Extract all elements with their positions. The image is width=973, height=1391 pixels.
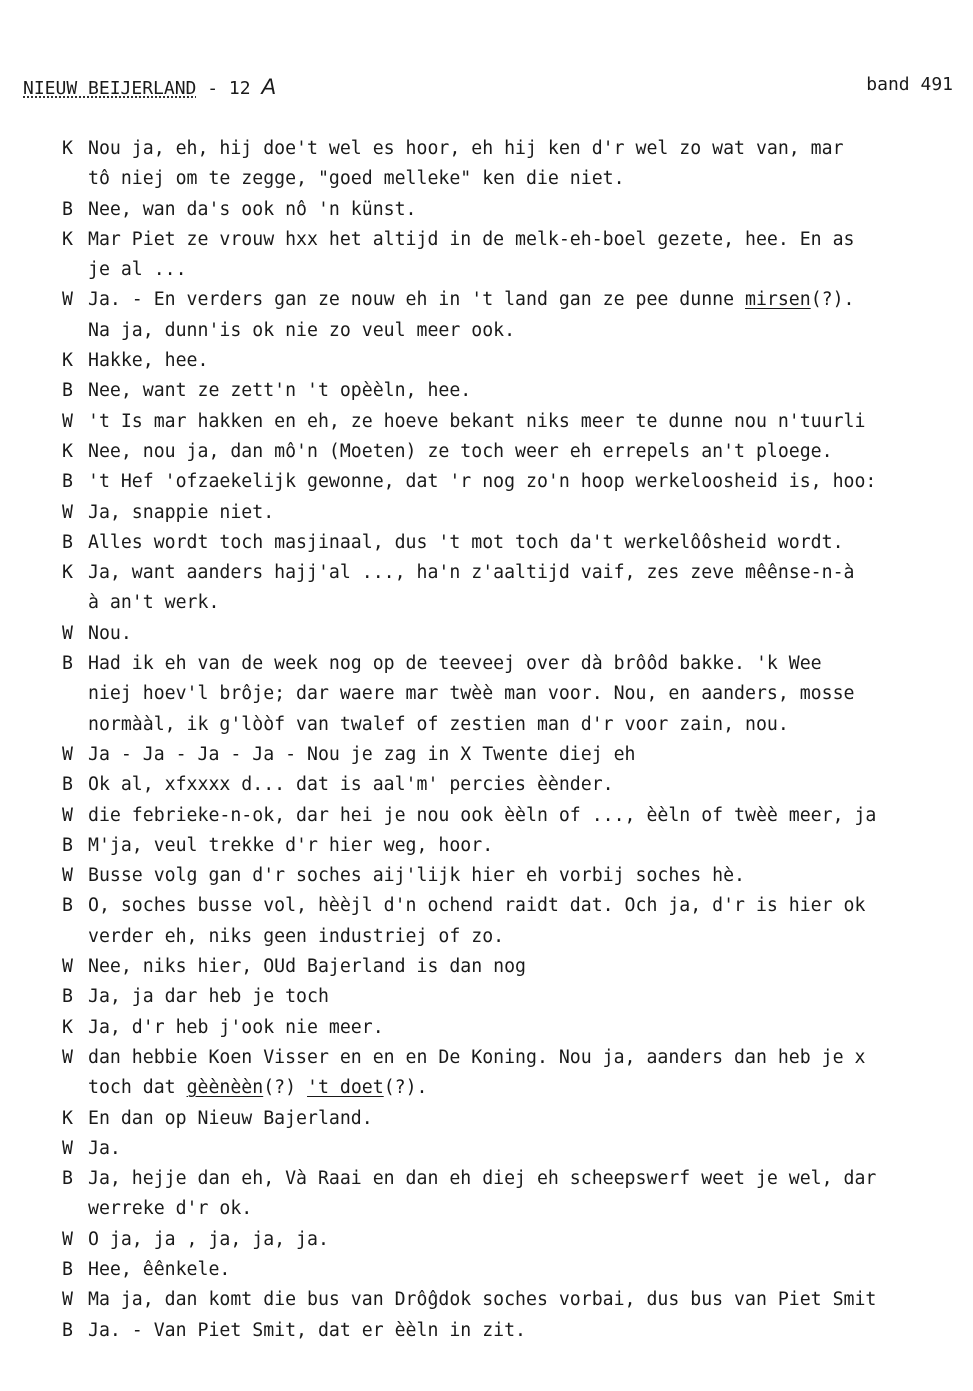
speaker-label: B bbox=[62, 986, 73, 1008]
utterance-text bbox=[88, 558, 855, 588]
utterance-text bbox=[88, 1194, 252, 1224]
speaker-label: W bbox=[62, 1137, 73, 1159]
transcript-line bbox=[62, 1255, 973, 1285]
speaker-label: B bbox=[62, 471, 73, 493]
speaker-label: B bbox=[62, 895, 73, 917]
speaker-label: W bbox=[62, 501, 73, 523]
text-segment: O ja, ja , ja, ja, ja. bbox=[88, 1228, 329, 1250]
transcript-line bbox=[62, 982, 973, 1012]
speaker-label: W bbox=[62, 743, 73, 765]
text-segment: Ja, snappie niet. bbox=[88, 501, 275, 523]
utterance-text bbox=[88, 1316, 526, 1346]
transcript-line bbox=[62, 679, 973, 709]
transcript-line bbox=[62, 649, 973, 679]
utterance-text bbox=[88, 376, 471, 406]
utterance-text bbox=[88, 1134, 121, 1164]
page-separator: - 12 bbox=[196, 78, 262, 99]
speaker-label: W bbox=[62, 1228, 73, 1250]
transcript-line bbox=[62, 922, 973, 952]
header-left bbox=[23, 74, 276, 100]
text-segment: Ja. bbox=[88, 1137, 121, 1159]
utterance-text bbox=[88, 891, 865, 921]
transcript-line bbox=[62, 891, 973, 921]
utterance-text bbox=[88, 195, 417, 225]
text-segment: Nou ja, eh, hij doe't wel es hoor, eh hij ken d'r wel zo wat van, mar bbox=[88, 138, 844, 159]
text-segment: Hee, êênkele. bbox=[88, 1258, 231, 1280]
transcript-line bbox=[62, 376, 973, 406]
text-segment: Mar Piet ze vrouw hxx het altijd in de melk-eh-boel gezete, hee. En as bbox=[88, 228, 855, 250]
transcript-line bbox=[62, 1285, 973, 1315]
utterance-text bbox=[88, 498, 274, 528]
speaker-label: B bbox=[62, 531, 73, 553]
text-segment: niej hoev'l brôje; dar waere mar twèè man voor. Nou, en aanders, mosse bbox=[88, 683, 855, 705]
transcript-line bbox=[62, 467, 973, 497]
utterance-text bbox=[88, 861, 745, 891]
utterance-text bbox=[88, 679, 855, 709]
transcript-line bbox=[62, 346, 973, 376]
text-segment: Ja, ja dar heb je toch bbox=[88, 986, 329, 1008]
utterance-text bbox=[88, 831, 493, 861]
speaker-label: K bbox=[62, 1107, 73, 1129]
text-segment: Ok al, xfxxxx d... dat is aal'm' percies èènder. bbox=[88, 774, 614, 796]
transcript-line bbox=[62, 1134, 973, 1164]
document-title: NIEUW BEIJERLAND bbox=[23, 78, 197, 99]
text-segment: Nee, want ze zett'n 't opèèln, hee. bbox=[88, 380, 472, 402]
text-segment: die febrieke-n-ok, dar hei je nou ook èèln of ..., èèln of twèè meer, ja bbox=[88, 804, 877, 826]
speaker-label: W bbox=[62, 622, 73, 644]
speaker-label: W bbox=[62, 804, 73, 826]
utterance-text bbox=[88, 982, 329, 1012]
transcript-line bbox=[62, 770, 973, 800]
transcript-line bbox=[62, 528, 973, 558]
underlined-word: 't doet bbox=[307, 1077, 384, 1099]
transcript-line bbox=[62, 1316, 973, 1346]
text-segment: Nee, nou ja, dan mô'n (Moeten) ze toch weer eh errepels an't ploege. bbox=[88, 440, 833, 462]
utterance-text bbox=[88, 770, 614, 800]
text-segment: Na ja, dunn'is ok nie zo veul meer ook. bbox=[88, 319, 516, 341]
speaker-label: W bbox=[62, 1046, 73, 1068]
text-segment: Ma ja, dan komt die bus van Drôĝdok soches vorbai, dus bus van Piet Smit bbox=[88, 1289, 877, 1311]
utterance-text bbox=[88, 922, 504, 952]
speaker-label: W bbox=[62, 865, 73, 887]
speaker-label: K bbox=[62, 350, 73, 372]
speaker-label: K bbox=[62, 562, 73, 584]
transcript-line bbox=[62, 861, 973, 891]
text-segment: Ja. - En verders gan ze nouw eh in 't land gan ze pee dunne bbox=[88, 289, 745, 311]
transcript-line bbox=[62, 588, 973, 618]
speaker-label: K bbox=[62, 138, 73, 159]
speaker-label: B bbox=[62, 653, 73, 675]
text-segment: Had ik eh van de week nog op de teeveej over dà brôôd bakke. 'k Wee bbox=[88, 653, 822, 675]
text-segment: Ja, d'r heb j'ook nie meer. bbox=[88, 1016, 384, 1038]
transcript-line bbox=[62, 1194, 973, 1224]
text-segment: Alles wordt toch masjinaal, dus 't mot toch da't werkelôôsheid wordt. bbox=[88, 531, 844, 553]
transcript-line bbox=[62, 619, 973, 649]
utterance-text bbox=[88, 285, 855, 315]
transcript-line bbox=[62, 1164, 973, 1194]
transcript-line bbox=[62, 831, 973, 861]
utterance-text bbox=[88, 528, 844, 558]
transcript-line bbox=[62, 558, 973, 588]
transcript-line bbox=[62, 498, 973, 528]
transcript-line bbox=[62, 134, 973, 164]
utterance-text bbox=[88, 1013, 384, 1043]
utterance-text bbox=[88, 952, 526, 982]
transcript-line bbox=[62, 1225, 973, 1255]
utterance-text bbox=[88, 710, 789, 740]
text-segment: (?) bbox=[263, 1077, 308, 1099]
text-segment: Nee, wan da's ook nô 'n künst. bbox=[88, 198, 417, 220]
text-segment: à an't werk. bbox=[88, 592, 220, 614]
speaker-label: K bbox=[62, 440, 73, 462]
text-segment: Ja. - Van Piet Smit, dat er èèln in zit. bbox=[88, 1319, 526, 1341]
transcript-line bbox=[62, 225, 973, 255]
utterance-text bbox=[88, 1104, 373, 1134]
transcript-line bbox=[62, 740, 973, 770]
speaker-label: B bbox=[62, 834, 73, 856]
transcript-line bbox=[62, 255, 973, 285]
transcript-line bbox=[62, 164, 973, 194]
text-segment: (?). bbox=[810, 289, 855, 311]
utterance-text bbox=[88, 1255, 230, 1285]
page-suffix: A bbox=[261, 74, 277, 99]
utterance-text bbox=[88, 164, 625, 194]
text-segment: M'ja, veul trekke d'r hier weg, hoor. bbox=[88, 834, 494, 856]
text-segment: verder eh, niks geen industriej of zo. bbox=[88, 925, 505, 947]
utterance-text bbox=[88, 1285, 876, 1315]
text-segment: je al ... bbox=[88, 259, 187, 281]
text-segment: Ja, want aanders hajj'al ..., ha'n z'aaltijd vaif, zes zeve mêênse-n-à bbox=[88, 562, 855, 584]
speaker-label: K bbox=[62, 1016, 73, 1038]
speaker-label: W bbox=[62, 1289, 73, 1311]
text-segment: Ja, hejje dan eh, Và Raai en dan eh diej eh scheepswerf weet je wel, dar bbox=[88, 1168, 877, 1190]
page-header bbox=[23, 74, 953, 98]
speaker-label: W bbox=[62, 289, 73, 311]
transcript-line bbox=[62, 1073, 973, 1103]
speaker-label: B bbox=[62, 774, 73, 796]
underlined-word: mirsen bbox=[745, 289, 811, 311]
text-segment: dan hebbie Koen Visser en en en De Koning. Nou ja, aanders dan heb je x bbox=[88, 1046, 866, 1068]
utterance-text bbox=[88, 801, 876, 831]
utterance-text bbox=[88, 740, 636, 770]
text-segment: En dan op Nieuw Bajerland. bbox=[88, 1107, 373, 1129]
text-segment: O, soches busse vol, hèèjl d'n ochend raidt dat. Och ja, d'r is hier ok bbox=[88, 895, 866, 917]
speaker-label: B bbox=[62, 1168, 73, 1190]
text-segment: tô niej om te zegge, "goed melleke" ken die niet. bbox=[88, 168, 625, 190]
band-number: band 491 bbox=[866, 74, 953, 95]
speaker-label: B bbox=[62, 1319, 73, 1341]
utterance-text bbox=[88, 316, 515, 346]
speaker-label: W bbox=[62, 410, 73, 432]
transcript-line bbox=[62, 1013, 973, 1043]
text-segment: (?). bbox=[383, 1077, 428, 1099]
text-segment: Nee, niks hier, OUd Bajerland is dan nog bbox=[88, 956, 526, 978]
text-segment: 't Hef 'ofzaekelijk gewonne, dat 'r nog zo'n hoop werkeloosheid is, hoo: bbox=[88, 471, 877, 493]
text-segment: Hakke, hee. bbox=[88, 350, 209, 372]
speaker-label: B bbox=[62, 1258, 73, 1280]
text-segment: Ja - Ja - Ja - Ja - Nou je zag in X Twente diej eh bbox=[88, 743, 636, 765]
utterance-text bbox=[88, 437, 833, 467]
text-segment: normààl, ik g'lòòf van twalef of zestien man d'r voor zain, nou. bbox=[88, 713, 789, 735]
utterance-text bbox=[88, 225, 855, 255]
transcript-line bbox=[62, 1104, 973, 1134]
text-segment: werreke d'r ok. bbox=[88, 1198, 253, 1220]
transcript-line bbox=[62, 710, 973, 740]
utterance-text bbox=[88, 134, 844, 164]
speaker-label: B bbox=[62, 198, 73, 220]
utterance-text bbox=[88, 255, 187, 285]
underlined-word: gèènèèn bbox=[186, 1077, 264, 1099]
transcript-line bbox=[62, 801, 973, 831]
transcript-line bbox=[62, 195, 973, 225]
text-segment: 't Is mar hakken en eh, ze hoeve bekant niks meer te dunne nou n'tuurli bbox=[88, 410, 866, 432]
transcript-line bbox=[62, 1043, 973, 1073]
transcript-line bbox=[62, 952, 973, 982]
text-segment: Nou. bbox=[88, 622, 132, 644]
utterance-text bbox=[88, 649, 822, 679]
transcript-line bbox=[62, 316, 973, 346]
utterance-text bbox=[88, 467, 876, 497]
speaker-label: W bbox=[62, 956, 73, 978]
text-segment: toch dat bbox=[88, 1077, 187, 1099]
text-segment: Busse volg gan d'r soches aij'lijk hier eh vorbij soches hè. bbox=[88, 865, 745, 887]
transcript-line bbox=[62, 437, 973, 467]
utterance-text bbox=[88, 588, 219, 618]
transcript-line bbox=[62, 407, 973, 437]
utterance-text bbox=[88, 1073, 428, 1103]
transcript-line bbox=[62, 285, 973, 315]
utterance-text bbox=[88, 346, 208, 376]
speaker-label: K bbox=[62, 228, 73, 250]
utterance-text bbox=[88, 407, 865, 437]
utterance-text bbox=[88, 1225, 329, 1255]
utterance-text bbox=[88, 1043, 865, 1073]
speaker-label: B bbox=[62, 380, 73, 402]
transcript bbox=[62, 134, 973, 1346]
utterance-text bbox=[88, 619, 132, 649]
utterance-text bbox=[88, 1164, 876, 1194]
